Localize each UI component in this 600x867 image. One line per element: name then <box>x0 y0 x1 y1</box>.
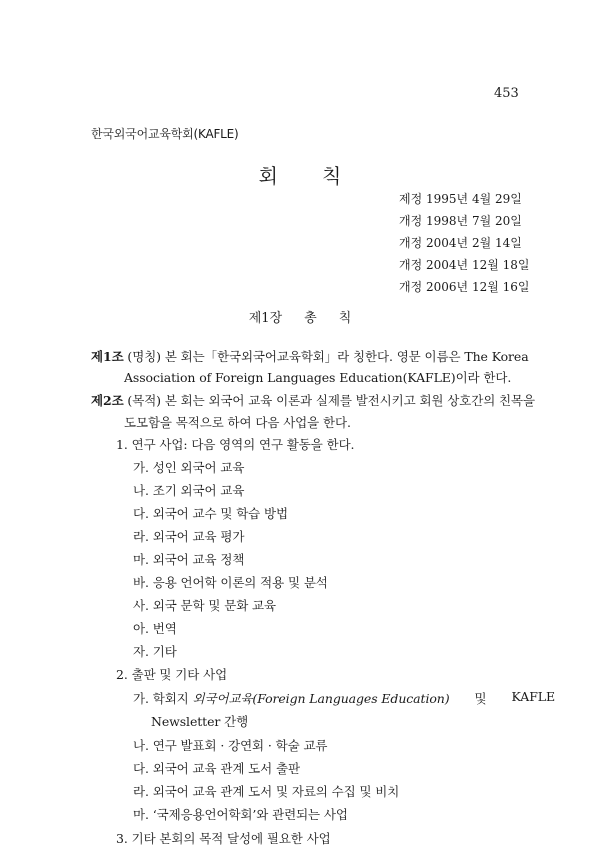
article-1-text: (명칭) 본 회는「한국외국어교육학회」라 칭한다. 영문 이름은 The Korea <box>123 349 529 364</box>
item-2-ga-prefix: 가. 학회지 <box>133 691 193 706</box>
document-title <box>0 160 600 189</box>
journal-english-title: (Foreign Languages Education) <box>252 691 450 706</box>
title-char-1: 회 <box>258 164 278 188</box>
article-2-label: 제2조 <box>91 393 124 408</box>
item-2-heading: 2. 출판 및 기타 사업 <box>116 667 228 682</box>
article-1-label: 제1조 <box>91 349 124 364</box>
list-item: 마. ‘국제응용언어학회’와 관련되는 사업 <box>133 807 348 822</box>
list-item: 다. 외국어 교육 관계 도서 출판 <box>133 761 300 776</box>
list-item: 다. 외국어 교수 및 학습 방법 <box>133 506 288 521</box>
chapter-word-2: 칙 <box>338 311 352 326</box>
item-2-ga-line-1 <box>133 689 555 707</box>
chapter-number: 제1장 <box>248 311 283 326</box>
list-item: 자. 기타 <box>133 644 177 659</box>
chapter-heading <box>0 307 600 326</box>
article-2-line-1 <box>91 391 535 409</box>
item-1-heading: 1. 연구 사업: 다음 영역의 연구 활동을 한다. <box>116 437 355 452</box>
item-3-heading: 3. 기타 본회의 목적 달성에 필요한 사업 <box>116 831 331 846</box>
list-item: 마. 외국어 교육 정책 <box>133 552 245 567</box>
society-name: 한국외국어교육학회(KAFLE) <box>91 127 239 141</box>
page-number: 453 <box>494 86 519 101</box>
revision-line: 개정 2004년 12월 18일 <box>399 258 530 272</box>
list-item: 사. 외국 문학 및 문화 교육 <box>133 598 276 613</box>
list-item: 나. 연구 발표회 · 강연회 · 학술 교류 <box>133 738 328 753</box>
title-char-2: 칙 <box>322 164 342 188</box>
journal-korean-title: 외국어교육 <box>192 691 253 706</box>
list-item: 가. 성인 외국어 교육 <box>133 460 245 475</box>
item-2-ga-end: KAFLE <box>511 689 555 704</box>
article-1-line-2: Association of Foreign Languages Education(KAFLE)이라 한다. <box>124 370 512 385</box>
revision-line: 개정 1998년 7월 20일 <box>399 214 522 228</box>
revision-line: 개정 2006년 12월 16일 <box>399 280 530 294</box>
article-2-text: (목적) 본 회는 외국어 교육 이론과 실제를 발전시키고 회원 상호간의 친목을 <box>123 393 535 408</box>
list-item: 라. 외국어 교육 평가 <box>133 529 245 544</box>
item-2-ga-line-2: Newsletter 간행 <box>151 714 249 729</box>
item-2-ga-mid: 및 <box>474 691 487 706</box>
list-item: 라. 외국어 교육 관계 도서 및 자료의 수집 및 비치 <box>133 784 400 799</box>
revision-line: 제정 1995년 4월 29일 <box>399 192 522 206</box>
list-item: 바. 응용 언어학 이론의 적용 및 분석 <box>133 575 328 590</box>
list-item: 아. 번역 <box>133 621 177 636</box>
chapter-word-1: 총 <box>304 311 317 326</box>
list-item: 나. 조기 외국어 교육 <box>133 483 245 498</box>
revision-line: 개정 2004년 2월 14일 <box>399 236 522 250</box>
item-2-ga-journal <box>133 689 450 707</box>
article-2-line-2: 도모함을 목적으로 하여 다음 사업을 한다. <box>124 415 351 430</box>
article-1-line-1 <box>91 347 529 365</box>
